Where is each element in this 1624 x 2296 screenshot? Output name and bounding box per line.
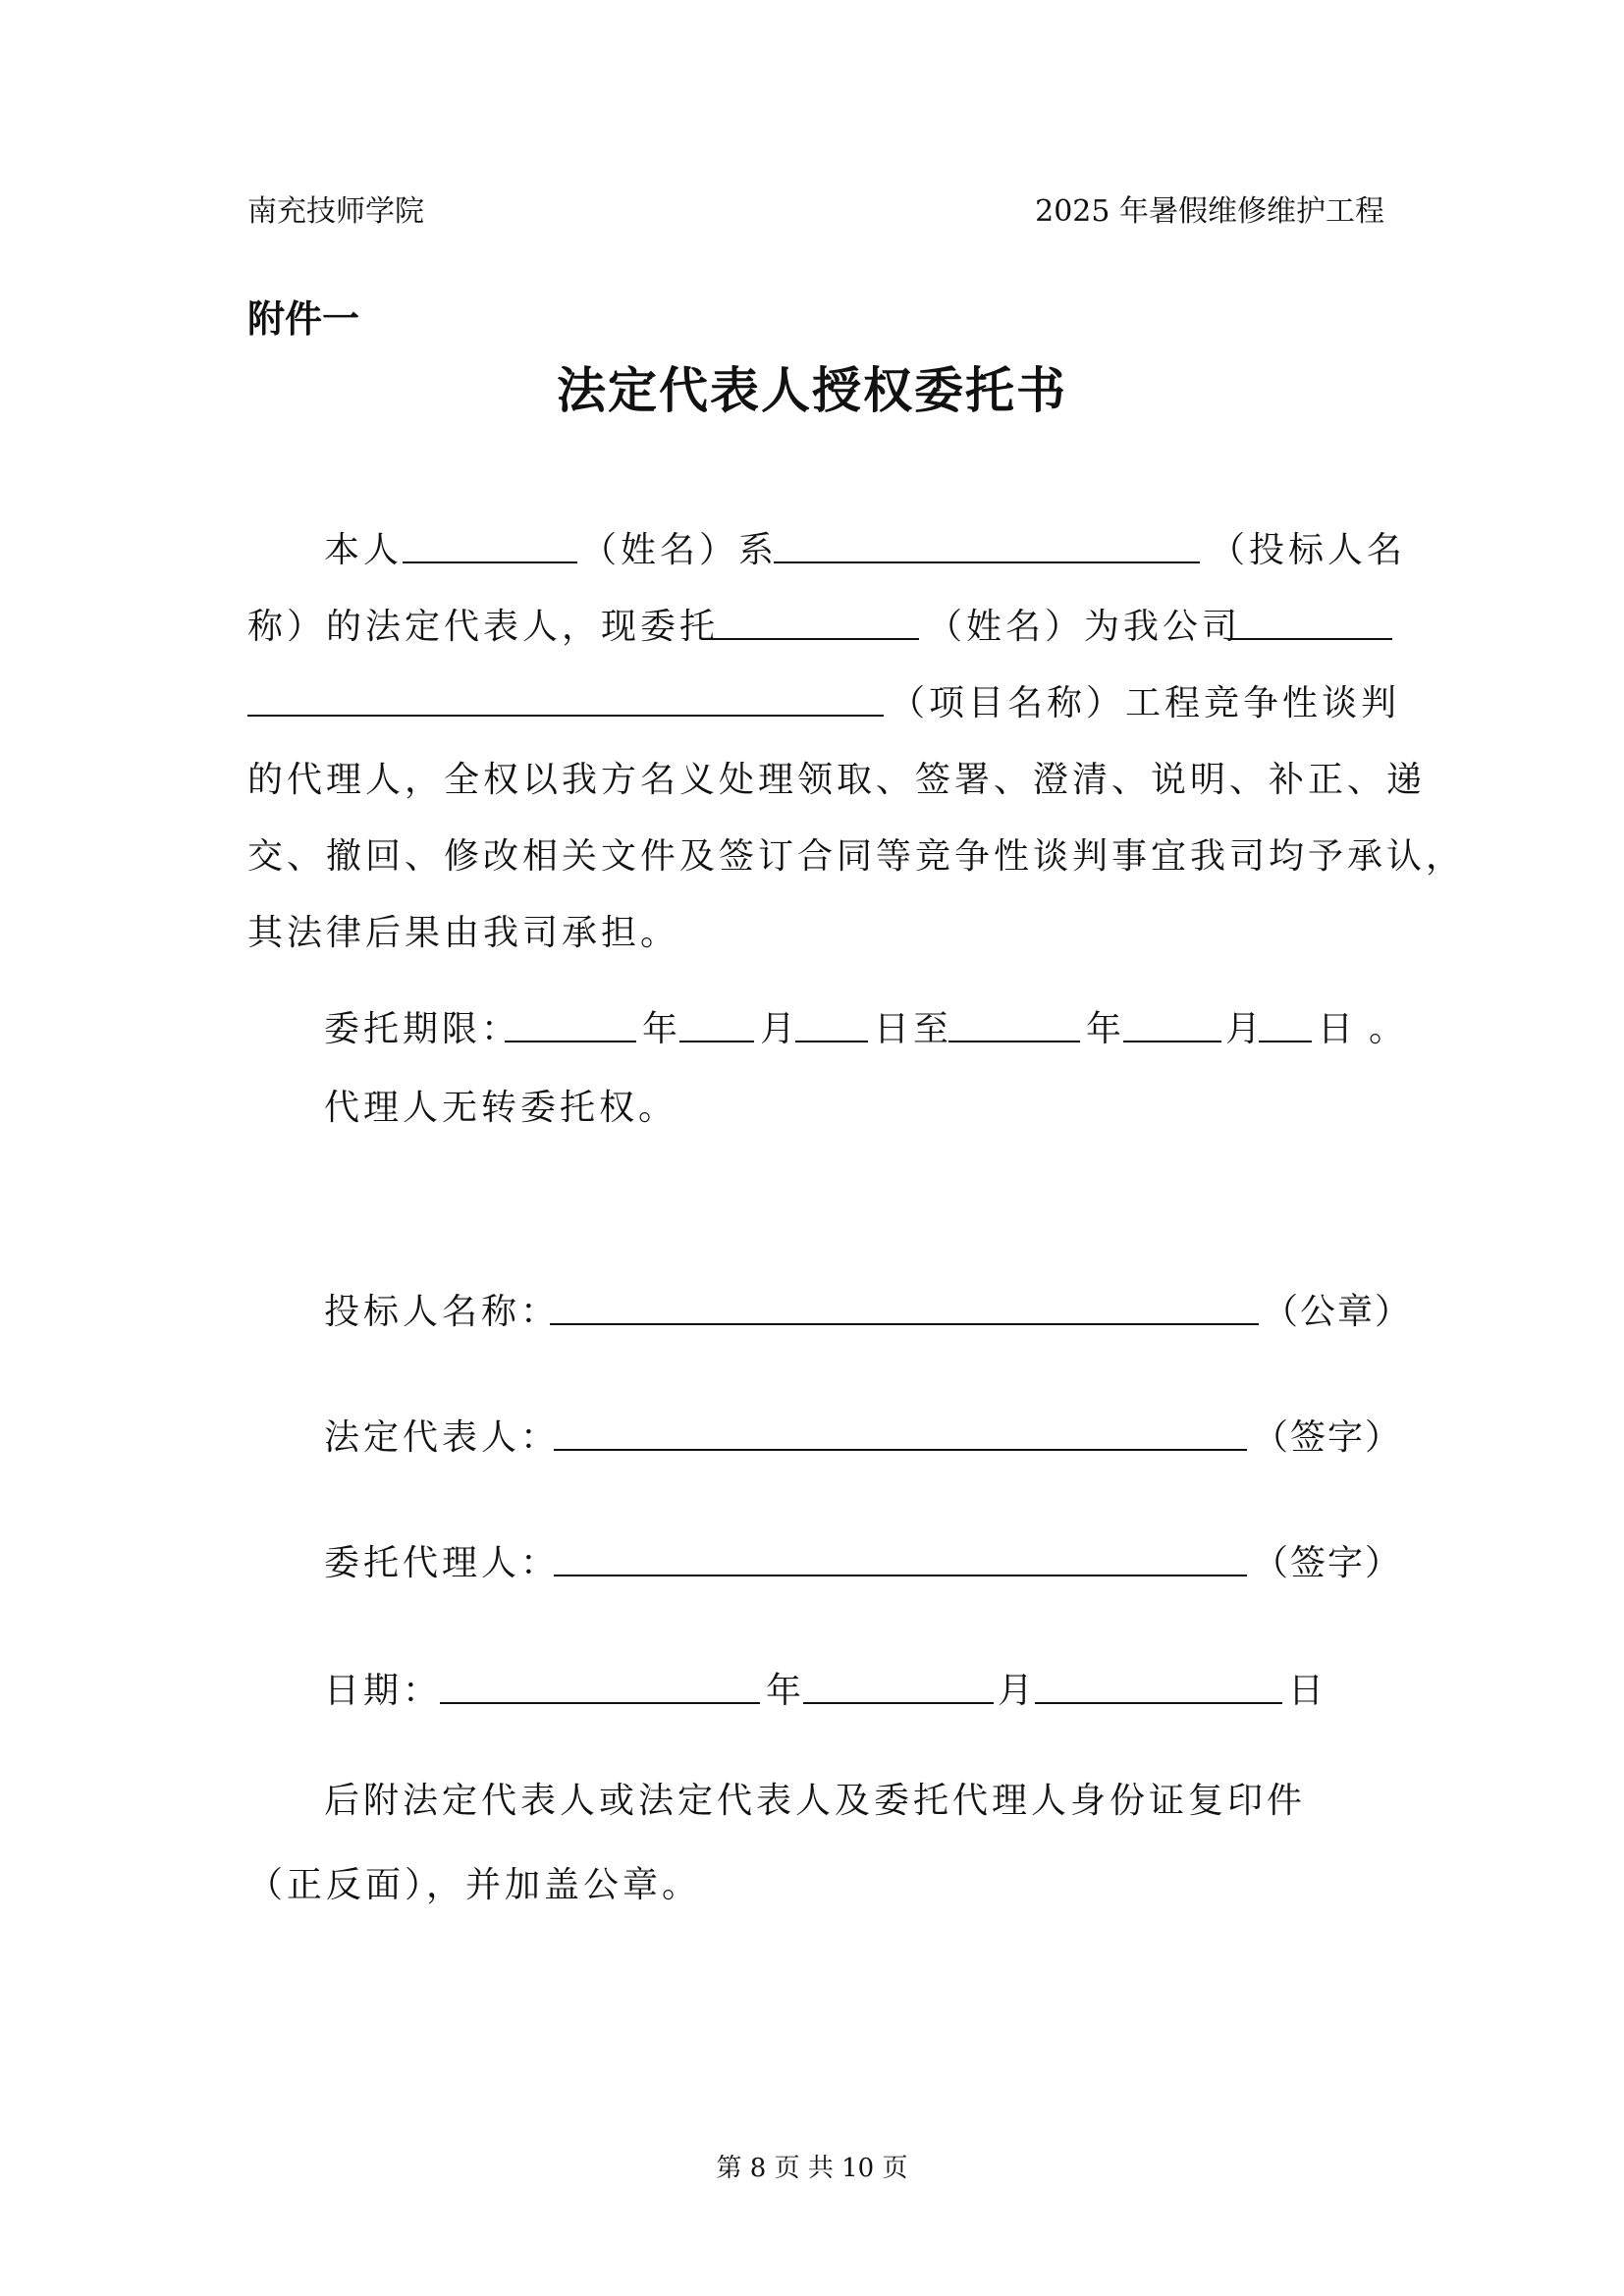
date-label: 日期： xyxy=(324,1671,443,1711)
project-blank xyxy=(247,715,884,717)
term-day-to: 日至 xyxy=(874,1009,953,1049)
para1-line1-b: （姓名）系 xyxy=(581,530,779,570)
name-blank-1 xyxy=(403,561,577,563)
legal-rep-suffix: （签字） xyxy=(1253,1417,1403,1458)
company-blank xyxy=(1231,638,1392,640)
para1-line3-a: （项目名称）工程竞争性谈判 xyxy=(890,683,1401,723)
term-year2-blank xyxy=(948,1041,1080,1042)
bidder-blank-1 xyxy=(774,561,1200,563)
bidder-label: 投标人名称： xyxy=(324,1292,561,1332)
term-month2-blank xyxy=(1123,1041,1221,1042)
para1-line6: 其法律后果由我司承担。 xyxy=(247,913,680,953)
agent-line xyxy=(554,1575,1247,1576)
date-day: 日 xyxy=(1288,1671,1328,1711)
term-month1-blank xyxy=(679,1041,754,1042)
para1-line1-c: （投标人名 xyxy=(1210,530,1407,570)
para1-line1-a: 本人 xyxy=(324,530,404,570)
bidder-name-line xyxy=(550,1323,1259,1325)
date-month-blank xyxy=(803,1702,994,1704)
term-year1-blank xyxy=(505,1041,636,1042)
term-month1: 月 xyxy=(760,1009,800,1049)
no-subdelegation: 代理人无转委托权。 xyxy=(324,1088,678,1128)
para1-line5: 交、撤回、修改相关文件及签订合同等竞争性谈判事宜我司均予承认， xyxy=(247,836,1466,877)
term-year2: 年 xyxy=(1086,1009,1126,1049)
agent-label: 委托代理人： xyxy=(324,1543,561,1583)
bidder-suffix: （公章） xyxy=(1263,1292,1413,1332)
legal-rep-label: 法定代表人： xyxy=(324,1417,561,1458)
term-end: 。 xyxy=(1369,1009,1409,1049)
date-year: 年 xyxy=(766,1671,806,1711)
date-month: 月 xyxy=(998,1671,1038,1711)
header-right: 2025 年暑假维修维护工程 xyxy=(1035,194,1384,229)
term-month2: 月 xyxy=(1225,1009,1266,1049)
term-day2-blank xyxy=(1259,1041,1312,1042)
attachment-line1: 后附法定代表人或法定代表人及委托代理人身份证复印件 xyxy=(324,1781,1307,1821)
attachment-line2: （正反面），并加盖公章。 xyxy=(247,1865,702,1905)
page-number: 第 8 页 共 10 页 xyxy=(716,2154,908,2183)
name-blank-2 xyxy=(711,638,919,640)
agent-suffix: （签字） xyxy=(1253,1543,1403,1583)
term-label: 委托期限： xyxy=(324,1009,521,1049)
para1-line2-a: 称）的法定代表人，现委托 xyxy=(247,607,720,647)
page-title: 法定代表人授权委托书 xyxy=(557,361,1067,419)
date-year-blank xyxy=(440,1702,760,1704)
annex-label: 附件一 xyxy=(247,296,360,341)
para1-line4: 的代理人，全权以我方名义处理领取、签署、澄清、说明、补正、递 xyxy=(247,760,1427,800)
term-year1: 年 xyxy=(642,1009,682,1049)
date-day-blank xyxy=(1035,1702,1282,1704)
term-day1-blank xyxy=(795,1041,868,1042)
header-left: 南充技师学院 xyxy=(247,194,424,229)
legal-rep-line xyxy=(554,1449,1247,1451)
para1-line2-b: （姓名）为我公司 xyxy=(927,607,1242,647)
term-day2: 日 xyxy=(1318,1009,1358,1049)
